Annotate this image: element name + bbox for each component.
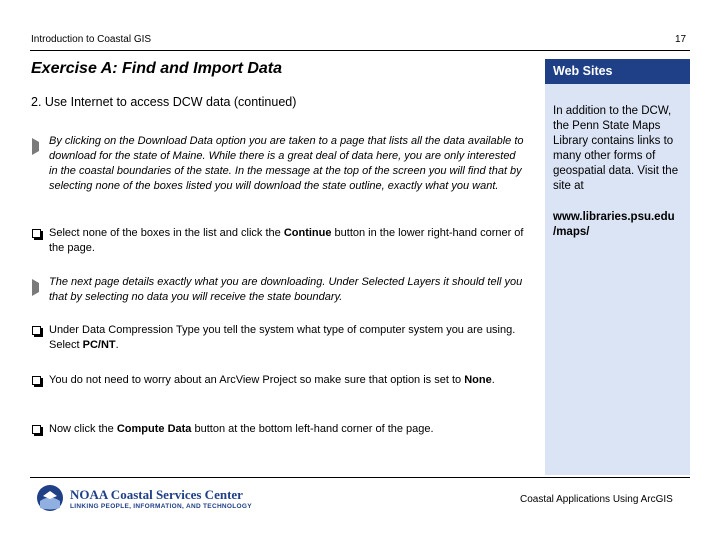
task-item xyxy=(32,323,527,353)
task-text: You do not need to worry about an ArcView Project so make sure that option is set to None. xyxy=(49,374,495,386)
task-text: Select none of the boxes in the list and click the Continue button in the lower right-hand corner of the page. xyxy=(49,227,524,254)
task-item xyxy=(32,226,527,256)
note-text: By clicking on the Download Data option you are taken to a page that lists all the data available to download for the state of Maine. While there is a great deal of data here, you are only interested in the coastal boundaries of the state. In the message at the top of the screen you will find that by selecting none of the boxes listed you will download the state outline, exactly what you want. xyxy=(49,135,524,192)
footer-course: Coastal Applications Using ArcGIS xyxy=(520,494,673,505)
checkbox-bullet-icon xyxy=(32,229,41,238)
checkbox-bullet-icon xyxy=(32,376,41,385)
task-item xyxy=(32,422,527,437)
checkbox-bullet-icon xyxy=(32,326,41,335)
org-tagline: LINKING PEOPLE, INFORMATION, AND TECHNOLOGY xyxy=(70,503,252,510)
task-text: Now click the Compute Data button at the bottom left-hand corner of the page. xyxy=(49,423,434,435)
step-heading: 2. Use Internet to access DCW data (continued) xyxy=(31,95,297,109)
org-name: NOAA Coastal Services Center xyxy=(70,487,243,502)
task-item xyxy=(32,373,527,388)
arrow-bullet-icon xyxy=(32,279,48,296)
course-title: Introduction to Coastal GIS xyxy=(31,34,152,45)
note-item xyxy=(32,275,527,305)
note-item xyxy=(32,134,527,194)
note-text: The next page details exactly what you are downloading. Under Selected Layers it should tell you that by selecting no data you will receive the state boundary. xyxy=(49,276,523,303)
noaa-logo-icon xyxy=(36,484,64,512)
sidebar-body: In addition to the DCW, the Penn State Maps Library contains links to many other forms of geospatial data. Visit the site at xyxy=(553,105,679,192)
arrow-bullet-icon xyxy=(32,138,48,155)
checkbox-bullet-icon xyxy=(32,425,41,434)
sidebar-heading: Web Sites xyxy=(545,59,690,84)
page-number: 17 xyxy=(675,34,687,45)
task-text: Under Data Compression Type you tell the system what type of computer system you are using. Select PC/NT. xyxy=(49,324,516,351)
footer-rule xyxy=(30,477,690,478)
header-rule xyxy=(30,50,690,51)
exercise-title: Exercise A: Find and Import Data xyxy=(31,60,283,77)
sidebar-link[interactable]: www.libraries.psu.edu /maps/ xyxy=(553,211,675,238)
